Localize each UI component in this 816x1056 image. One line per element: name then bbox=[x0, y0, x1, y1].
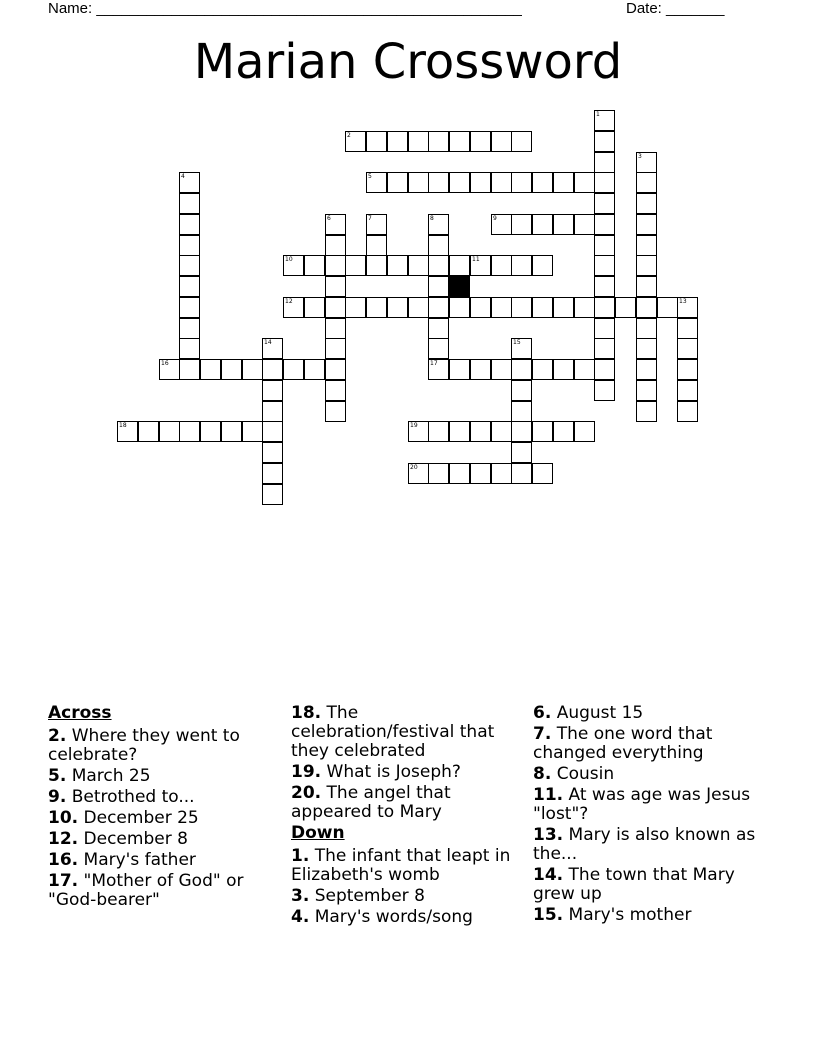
grid-cell[interactable] bbox=[304, 255, 325, 276]
grid-cell[interactable] bbox=[511, 401, 532, 422]
clue-number: 20 bbox=[410, 464, 418, 471]
grid-cell[interactable] bbox=[179, 297, 200, 318]
grid-cell[interactable] bbox=[179, 338, 200, 359]
clue-across-19: 19. What is Joseph? bbox=[291, 762, 461, 782]
grid-cell[interactable] bbox=[325, 359, 346, 380]
grid-cell[interactable] bbox=[304, 297, 325, 318]
clue-number: 12 bbox=[285, 298, 293, 305]
grid-cell[interactable] bbox=[511, 172, 532, 193]
grid-cell[interactable] bbox=[325, 401, 346, 422]
grid-cell[interactable] bbox=[511, 214, 532, 235]
grid-cell[interactable] bbox=[408, 463, 429, 484]
grid-cell[interactable] bbox=[449, 297, 470, 318]
grid-cell[interactable] bbox=[449, 255, 470, 276]
grid-cell[interactable] bbox=[636, 276, 657, 297]
grid-cell[interactable] bbox=[470, 421, 491, 442]
down-heading: Down bbox=[291, 823, 345, 843]
grid-cell[interactable] bbox=[366, 214, 387, 235]
grid-cell[interactable] bbox=[179, 235, 200, 256]
grid-cell[interactable] bbox=[491, 214, 512, 235]
grid-cell[interactable] bbox=[428, 255, 449, 276]
grid-cell[interactable] bbox=[511, 131, 532, 152]
grid-cell[interactable] bbox=[677, 297, 698, 318]
clue-across-16: 16. Mary's father bbox=[48, 850, 196, 870]
grid-cell[interactable] bbox=[532, 255, 553, 276]
clue-number: 10 bbox=[285, 256, 293, 263]
grid-cell[interactable] bbox=[325, 380, 346, 401]
grid-cell[interactable] bbox=[594, 380, 615, 401]
grid-cell[interactable] bbox=[677, 401, 698, 422]
clue-down-14: 14. The town that Mary grew up bbox=[533, 865, 735, 904]
grid-cell[interactable] bbox=[470, 359, 491, 380]
grid-cell[interactable] bbox=[366, 131, 387, 152]
grid-cell[interactable] bbox=[304, 359, 325, 380]
grid-cell[interactable] bbox=[262, 401, 283, 422]
grid-cell[interactable] bbox=[428, 214, 449, 235]
clue-across-10: 10. December 25 bbox=[48, 808, 199, 828]
grid-cell[interactable] bbox=[200, 421, 221, 442]
grid-cell[interactable] bbox=[325, 214, 346, 235]
clue-down-6: 6. August 15 bbox=[533, 703, 644, 723]
grid-cell[interactable] bbox=[594, 214, 615, 235]
grid-cell[interactable] bbox=[677, 338, 698, 359]
grid-cell[interactable] bbox=[511, 380, 532, 401]
grid-cell[interactable] bbox=[553, 359, 574, 380]
clue-number: 9 bbox=[493, 215, 497, 222]
grid-cell[interactable] bbox=[138, 421, 159, 442]
grid-cell[interactable] bbox=[470, 255, 491, 276]
grid-cell[interactable] bbox=[449, 172, 470, 193]
clue-number: 2 bbox=[347, 132, 351, 139]
grid-cell[interactable] bbox=[636, 172, 657, 193]
grid-cell[interactable] bbox=[594, 152, 615, 173]
grid-cell[interactable] bbox=[408, 421, 429, 442]
grid-cell[interactable] bbox=[553, 172, 574, 193]
clues-column-3 bbox=[533, 704, 773, 927]
grid-cell[interactable] bbox=[511, 338, 532, 359]
grid-cell[interactable] bbox=[470, 463, 491, 484]
clue-number: 5 bbox=[368, 173, 372, 180]
grid-cell[interactable] bbox=[262, 463, 283, 484]
grid-cell[interactable] bbox=[283, 297, 304, 318]
grid-cell[interactable] bbox=[553, 421, 574, 442]
grid-cell[interactable] bbox=[325, 297, 346, 318]
grid-cell[interactable] bbox=[159, 359, 180, 380]
clue-down-15: 15. Mary's mother bbox=[533, 905, 692, 925]
clue-number: 11 bbox=[472, 256, 480, 263]
grid-cell[interactable] bbox=[636, 297, 657, 318]
grid-cell[interactable] bbox=[325, 338, 346, 359]
grid-cell[interactable] bbox=[636, 401, 657, 422]
grid-cell[interactable] bbox=[428, 338, 449, 359]
grid-cell[interactable] bbox=[449, 131, 470, 152]
grid-cell[interactable] bbox=[387, 131, 408, 152]
grid-cell[interactable] bbox=[159, 421, 180, 442]
grid-cell[interactable] bbox=[491, 172, 512, 193]
grid-cell[interactable] bbox=[262, 421, 283, 442]
black-square bbox=[449, 276, 470, 297]
clue-number: 16 bbox=[161, 360, 169, 367]
grid-cell[interactable] bbox=[428, 318, 449, 339]
grid-cell[interactable] bbox=[636, 380, 657, 401]
page-title: Marian Crossword bbox=[193, 34, 623, 90]
grid-cell[interactable] bbox=[491, 359, 512, 380]
grid-cell[interactable] bbox=[532, 359, 553, 380]
grid-cell[interactable] bbox=[511, 421, 532, 442]
grid-cell[interactable] bbox=[594, 276, 615, 297]
clue-number: 8 bbox=[430, 215, 434, 222]
grid-cell[interactable] bbox=[574, 172, 595, 193]
clues-column-1 bbox=[48, 704, 268, 912]
grid-cell[interactable] bbox=[179, 172, 200, 193]
grid-cell[interactable] bbox=[200, 359, 221, 380]
clue-number: 19 bbox=[410, 422, 418, 429]
grid-cell[interactable] bbox=[511, 297, 532, 318]
grid-cell[interactable] bbox=[636, 318, 657, 339]
grid-cell[interactable] bbox=[574, 421, 595, 442]
clue-down-7: 7. The one word that changed everything bbox=[533, 724, 713, 763]
grid-cell[interactable] bbox=[366, 172, 387, 193]
grid-cell[interactable] bbox=[553, 214, 574, 235]
grid-cell[interactable] bbox=[470, 172, 491, 193]
date-line: Date: _______ bbox=[626, 0, 725, 17]
grid-cell[interactable] bbox=[366, 255, 387, 276]
clue-down-4: 4. Mary's words/song bbox=[291, 907, 473, 927]
grid-cell[interactable] bbox=[325, 276, 346, 297]
grid-cell[interactable] bbox=[594, 318, 615, 339]
clue-down-11: 11. At was age was Jesus "lost"? bbox=[533, 785, 751, 824]
grid-cell[interactable] bbox=[428, 172, 449, 193]
grid-cell[interactable] bbox=[615, 297, 636, 318]
grid-cell[interactable] bbox=[283, 255, 304, 276]
clue-across-2: 2. Where they went to celebrate? bbox=[48, 726, 240, 765]
grid-cell[interactable] bbox=[262, 380, 283, 401]
grid-cell[interactable] bbox=[242, 421, 263, 442]
grid-cell[interactable] bbox=[677, 380, 698, 401]
grid-cell[interactable] bbox=[366, 235, 387, 256]
grid-cell[interactable] bbox=[511, 463, 532, 484]
grid-cell[interactable] bbox=[636, 193, 657, 214]
grid-cell[interactable] bbox=[408, 297, 429, 318]
clues-column-2 bbox=[291, 704, 521, 929]
grid-cell[interactable] bbox=[532, 214, 553, 235]
grid-cell[interactable] bbox=[325, 235, 346, 256]
grid-cell[interactable] bbox=[553, 297, 574, 318]
clue-down-3: 3. September 8 bbox=[291, 886, 425, 906]
grid-cell[interactable] bbox=[491, 131, 512, 152]
grid-cell[interactable] bbox=[428, 235, 449, 256]
grid-cell[interactable] bbox=[677, 359, 698, 380]
grid-cell[interactable] bbox=[221, 359, 242, 380]
grid-cell[interactable] bbox=[179, 255, 200, 276]
clue-down-13: 13. Mary is also known as the... bbox=[533, 825, 756, 864]
grid-cell[interactable] bbox=[428, 276, 449, 297]
grid-cell[interactable] bbox=[262, 338, 283, 359]
grid-cell[interactable] bbox=[242, 359, 263, 380]
grid-cell[interactable] bbox=[366, 297, 387, 318]
grid-cell[interactable] bbox=[677, 318, 698, 339]
grid-cell[interactable] bbox=[345, 131, 366, 152]
grid-cell[interactable] bbox=[179, 214, 200, 235]
clue-across-18: 18. The celebration/festival that they celebrated bbox=[291, 703, 495, 761]
grid-cell[interactable] bbox=[449, 359, 470, 380]
grid-cell[interactable] bbox=[594, 193, 615, 214]
grid-cell[interactable] bbox=[532, 172, 553, 193]
grid-cell[interactable] bbox=[532, 463, 553, 484]
grid-cell[interactable] bbox=[511, 359, 532, 380]
grid-cell[interactable] bbox=[283, 359, 304, 380]
grid-cell[interactable] bbox=[491, 463, 512, 484]
grid-cell[interactable] bbox=[657, 297, 678, 318]
grid-cell[interactable] bbox=[449, 463, 470, 484]
grid-cell[interactable] bbox=[179, 276, 200, 297]
grid-cell[interactable] bbox=[470, 297, 491, 318]
grid-cell[interactable] bbox=[636, 214, 657, 235]
grid-cell[interactable] bbox=[636, 235, 657, 256]
grid-cell[interactable] bbox=[428, 421, 449, 442]
grid-cell[interactable] bbox=[408, 255, 429, 276]
clue-across-17: 17. "Mother of God" or "God-bearer" bbox=[48, 871, 244, 910]
clue-number: 3 bbox=[638, 153, 642, 160]
grid-cell[interactable] bbox=[428, 359, 449, 380]
grid-cell[interactable] bbox=[511, 255, 532, 276]
grid-cell[interactable] bbox=[594, 235, 615, 256]
grid-cell[interactable] bbox=[594, 255, 615, 276]
clue-across-9: 9. Betrothed to... bbox=[48, 787, 195, 807]
grid-cell[interactable] bbox=[532, 421, 553, 442]
grid-cell[interactable] bbox=[179, 318, 200, 339]
grid-cell[interactable] bbox=[179, 421, 200, 442]
grid-cell[interactable] bbox=[387, 172, 408, 193]
grid-cell[interactable] bbox=[491, 297, 512, 318]
grid-cell[interactable] bbox=[594, 172, 615, 193]
grid-cell[interactable] bbox=[594, 338, 615, 359]
grid-cell[interactable] bbox=[428, 463, 449, 484]
grid-cell[interactable] bbox=[511, 442, 532, 463]
grid-cell[interactable] bbox=[636, 359, 657, 380]
clue-down-1: 1. The infant that leapt in Elizabeth's womb bbox=[291, 846, 511, 885]
grid-cell[interactable] bbox=[428, 131, 449, 152]
grid-cell[interactable] bbox=[262, 359, 283, 380]
clue-number: 6 bbox=[327, 215, 331, 222]
grid-cell[interactable] bbox=[179, 193, 200, 214]
grid-cell[interactable] bbox=[574, 297, 595, 318]
grid-cell[interactable] bbox=[594, 131, 615, 152]
grid-cell[interactable] bbox=[594, 110, 615, 131]
grid-cell[interactable] bbox=[325, 318, 346, 339]
clue-number: 14 bbox=[264, 339, 272, 346]
grid-cell[interactable] bbox=[636, 255, 657, 276]
grid-cell[interactable] bbox=[345, 255, 366, 276]
grid-cell[interactable] bbox=[117, 421, 138, 442]
clue-across-12: 12. December 8 bbox=[48, 829, 188, 849]
across-heading: Across bbox=[48, 703, 112, 723]
grid-cell[interactable] bbox=[387, 297, 408, 318]
grid-cell[interactable] bbox=[221, 421, 242, 442]
grid-cell[interactable] bbox=[532, 297, 553, 318]
grid-cell[interactable] bbox=[408, 131, 429, 152]
clue-number: 15 bbox=[513, 339, 521, 346]
grid-cell[interactable] bbox=[387, 255, 408, 276]
grid-cell[interactable] bbox=[594, 297, 615, 318]
grid-cell[interactable] bbox=[345, 297, 366, 318]
grid-cell[interactable] bbox=[636, 338, 657, 359]
grid-cell[interactable] bbox=[408, 172, 429, 193]
grid-cell[interactable] bbox=[262, 484, 283, 505]
clue-number: 7 bbox=[368, 215, 372, 222]
clue-number: 18 bbox=[119, 422, 127, 429]
clue-down-8: 8. Cousin bbox=[533, 764, 615, 784]
grid-cell[interactable] bbox=[179, 359, 200, 380]
grid-cell[interactable] bbox=[262, 442, 283, 463]
clue-across-20: 20. The angel that appeared to Mary bbox=[291, 783, 451, 822]
grid-cell[interactable] bbox=[449, 421, 470, 442]
grid-cell[interactable] bbox=[491, 421, 512, 442]
clue-number: 17 bbox=[430, 360, 438, 367]
grid-cell[interactable] bbox=[470, 131, 491, 152]
clue-number: 1 bbox=[596, 111, 600, 118]
clue-number: 4 bbox=[181, 173, 185, 180]
grid-cell[interactable] bbox=[428, 297, 449, 318]
clue-across-5: 5. March 25 bbox=[48, 766, 151, 786]
name-line: Name: ___________________________________________________ bbox=[48, 0, 522, 17]
grid-cell[interactable] bbox=[574, 359, 595, 380]
grid-cell[interactable] bbox=[636, 152, 657, 173]
grid-cell[interactable] bbox=[574, 214, 595, 235]
clue-number: 13 bbox=[679, 298, 687, 305]
grid-cell[interactable] bbox=[325, 255, 346, 276]
grid-cell[interactable] bbox=[491, 255, 512, 276]
grid-cell[interactable] bbox=[594, 359, 615, 380]
